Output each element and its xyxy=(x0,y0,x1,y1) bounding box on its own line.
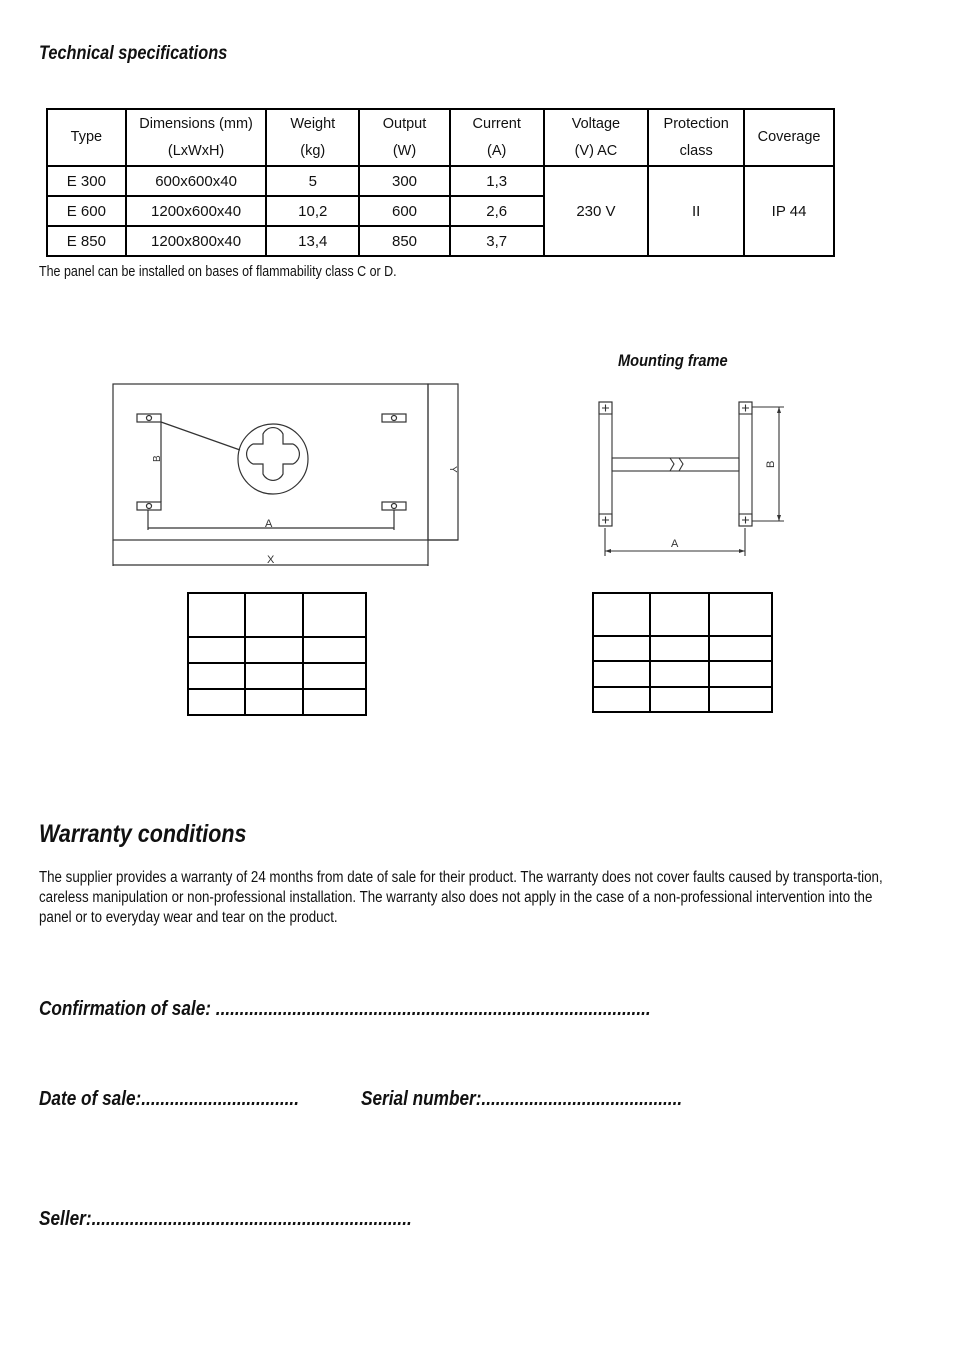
panel-label-a: A xyxy=(265,518,273,530)
panel-outline xyxy=(113,384,428,540)
empty-cell xyxy=(188,637,245,663)
empty-cell xyxy=(709,687,772,712)
frame-rail-left xyxy=(599,402,612,526)
empty-cell xyxy=(593,687,650,712)
panel-label-b: B xyxy=(152,455,163,462)
section-title-technical-specifications: Technical specifications xyxy=(39,43,228,64)
header-cell: Protection class xyxy=(648,109,744,166)
empty-cell xyxy=(593,593,650,636)
confirmation-of-sale-line: Confirmation of sale: ........................................................................................... xyxy=(39,998,651,1020)
header-cell: Output (W) xyxy=(359,109,450,166)
empty-cell xyxy=(188,689,245,715)
empty-cell xyxy=(245,689,303,715)
cell-weight: 10,2 xyxy=(266,196,359,226)
cell-dimensions: 600x600x40 xyxy=(126,166,267,196)
frame-crossbar xyxy=(612,458,739,471)
cell-protection: II xyxy=(648,166,744,256)
panel-label-x: X xyxy=(267,554,275,566)
cell-current: 2,6 xyxy=(450,196,544,226)
cell-current: 1,3 xyxy=(450,166,544,196)
empty-cell xyxy=(245,637,303,663)
spec-table xyxy=(46,108,835,257)
panel-label-y: Y xyxy=(447,466,458,473)
table-row xyxy=(47,166,834,196)
frame-label-b: B xyxy=(765,460,777,468)
cell-current: 3,7 xyxy=(450,226,544,256)
frame-rail-right xyxy=(739,402,752,526)
header-cell: Voltage (V) AC xyxy=(544,109,649,166)
cell-type: E 600 xyxy=(47,196,126,226)
empty-cell xyxy=(650,687,709,712)
empty-cell xyxy=(303,689,366,715)
cell-output: 300 xyxy=(359,166,450,196)
header-cell: Current (A) xyxy=(450,109,544,166)
panel-side-view xyxy=(428,384,458,540)
spec-header-row xyxy=(47,109,834,166)
frame-dimension-table xyxy=(592,592,773,713)
empty-cell xyxy=(709,593,772,636)
empty-cell xyxy=(650,661,709,686)
cell-output: 600 xyxy=(359,196,450,226)
empty-cell xyxy=(303,663,366,689)
cell-voltage: 230 V xyxy=(544,166,649,256)
cell-dimensions: 1200x800x40 xyxy=(126,226,267,256)
empty-cell xyxy=(188,663,245,689)
cell-weight: 13,4 xyxy=(266,226,359,256)
cell-dimensions: 1200x600x40 xyxy=(126,196,267,226)
mount-tab xyxy=(382,414,406,422)
empty-cell xyxy=(245,593,303,637)
empty-cell xyxy=(245,663,303,689)
header-cell: Coverage xyxy=(744,109,834,166)
seller-line: Seller:................................................................... xyxy=(39,1208,412,1230)
empty-cell xyxy=(593,636,650,661)
empty-cell xyxy=(188,593,245,637)
header-cell: Weight (kg) xyxy=(266,109,359,166)
warranty-paragraph: The supplier provides a warranty of 24 months from date of sale for their product. The warranty does not cover faults caused by transporta-tion, careless manipulation or non-professional installation. The warranty also does not apply in the case of a non-professional intervention into the panel or to everyday wear and tear on the product. xyxy=(39,869,883,926)
mount-tab xyxy=(137,502,161,510)
connector-circle xyxy=(238,424,308,494)
cell-weight: 5 xyxy=(266,166,359,196)
empty-cell xyxy=(709,661,772,686)
cell-coverage: IP 44 xyxy=(744,166,834,256)
empty-cell xyxy=(650,636,709,661)
mounting-frame-title: Mounting frame xyxy=(618,351,728,370)
empty-cell xyxy=(709,636,772,661)
cell-type: E 300 xyxy=(47,166,126,196)
header-cell: Type xyxy=(47,109,126,166)
date-of-sale-line: Date of sale:................................. xyxy=(39,1088,299,1110)
cell-type: E 850 xyxy=(47,226,126,256)
section-title-warranty: Warranty conditions xyxy=(39,820,247,848)
empty-cell xyxy=(593,661,650,686)
header-cell: Dimensions (mm) (LxWxH) xyxy=(126,109,267,166)
panel-dimension-table xyxy=(187,592,367,716)
mount-tab xyxy=(137,414,161,422)
cell-output: 850 xyxy=(359,226,450,256)
mount-tab xyxy=(382,502,406,510)
empty-cell xyxy=(650,593,709,636)
empty-cell xyxy=(303,593,366,637)
frame-label-a: A xyxy=(671,538,679,550)
empty-cell xyxy=(303,637,366,663)
flammability-note: The panel can be installed on bases of flammability class C or D. xyxy=(39,264,397,280)
connector-cross xyxy=(247,428,300,481)
serial-number-line: Serial number:.......................................... xyxy=(361,1088,683,1110)
